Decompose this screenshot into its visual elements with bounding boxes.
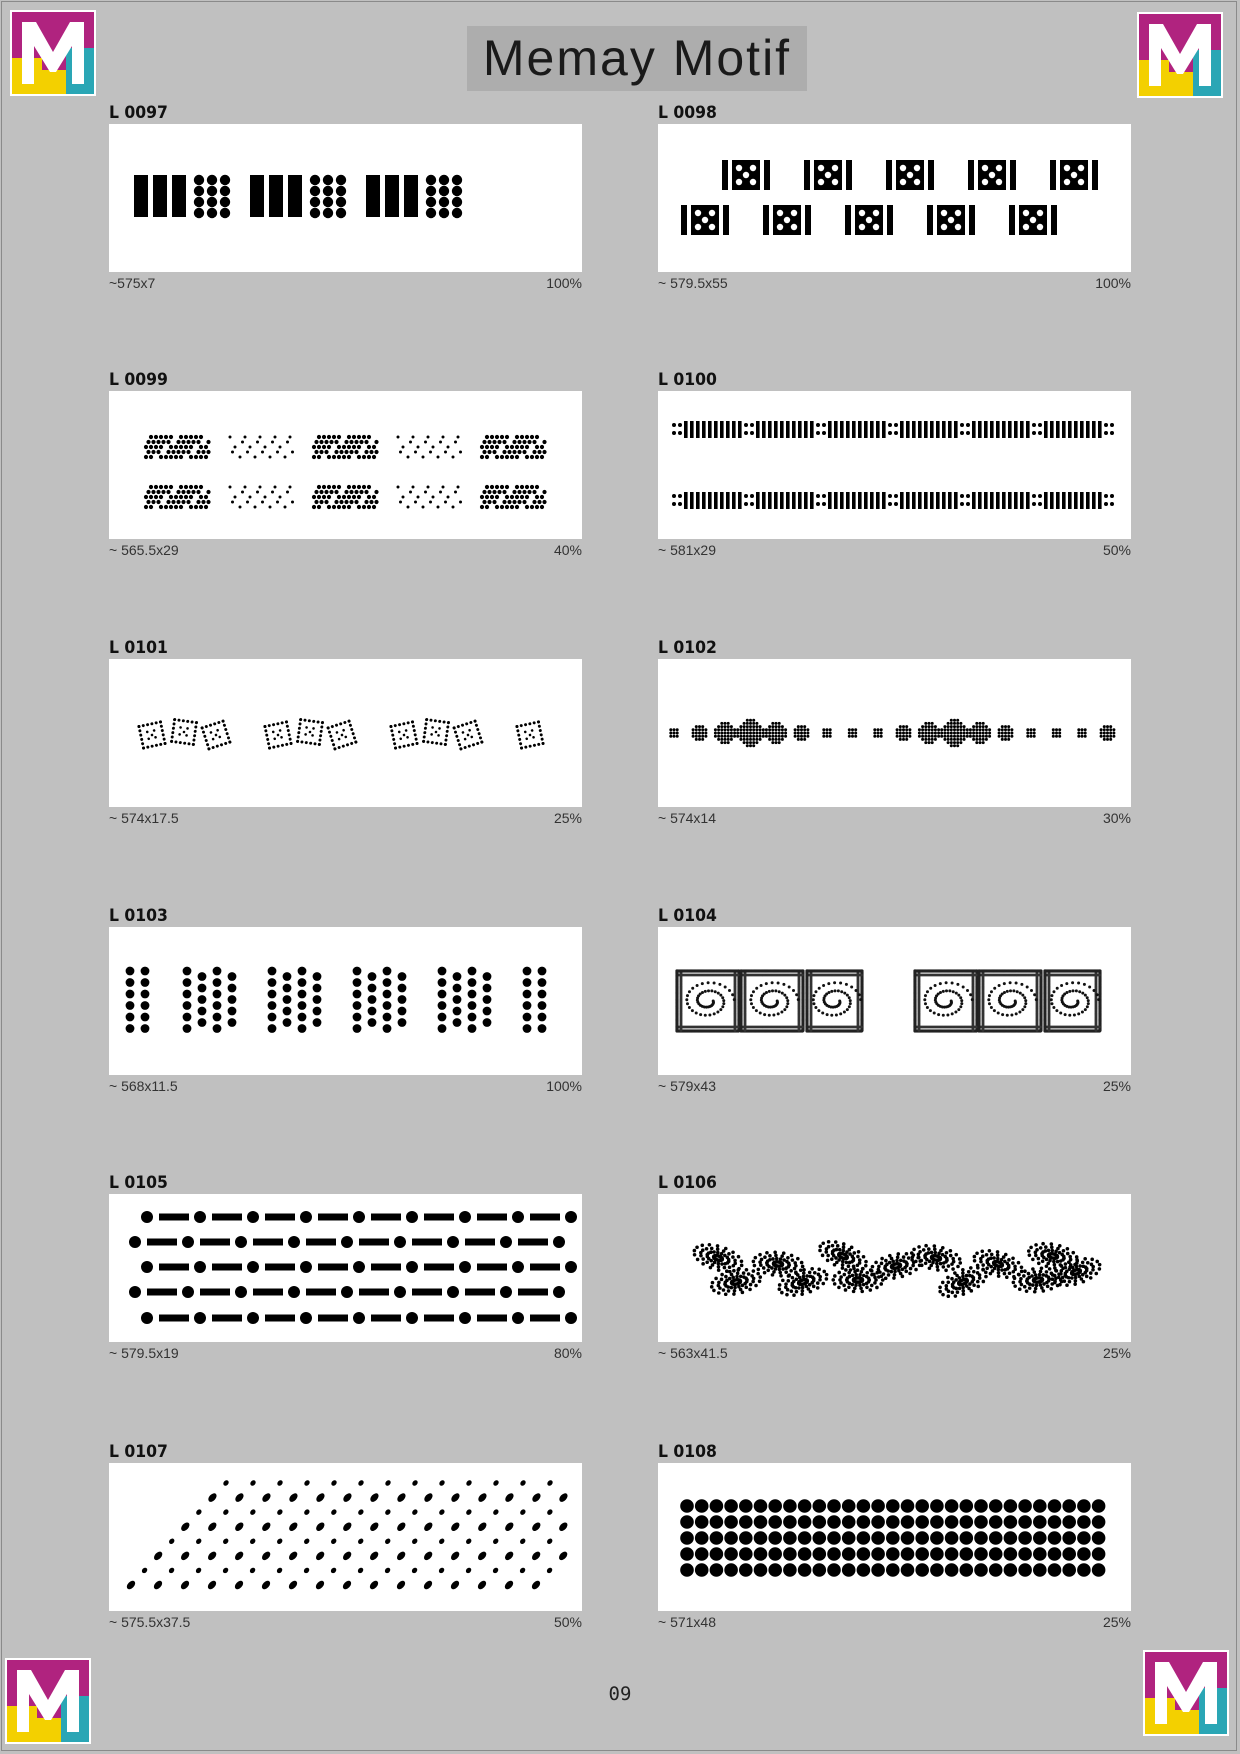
- motif-code: L 0105: [109, 1173, 168, 1193]
- motif-pattern-diagonal-teardrops: [109, 1463, 582, 1611]
- motif-pattern-bars-dots: [109, 124, 582, 272]
- motif-pattern-dash-dot-rows: [109, 1194, 582, 1342]
- motif-dimensions: ~ 574x14: [658, 810, 716, 826]
- motif-scale: 50%: [1102, 542, 1131, 558]
- motif-dimensions: ~ 581x29: [658, 542, 716, 558]
- motif-dimensions: ~ 563x41.5: [658, 1345, 728, 1361]
- motif-pattern-dot-grid-columns: [109, 927, 582, 1075]
- motif-scale: 100%: [546, 1078, 582, 1094]
- motif-code: L 0103: [109, 906, 168, 926]
- motif-code: L 0101: [109, 638, 168, 658]
- motif-scale: 100%: [546, 275, 582, 291]
- motif-pattern-tilted-squares: [109, 659, 582, 807]
- motif-pattern-leaf-clusters: [658, 1194, 1131, 1342]
- motif-dimensions: ~ 565.5x29: [109, 542, 179, 558]
- motif-pattern-domino-blocks: [658, 124, 1131, 272]
- motif-pattern-dense-dot-band: [658, 1463, 1131, 1611]
- motif-dimensions: ~ 575.5x37.5: [109, 1614, 191, 1630]
- motif-code: L 0108: [658, 1442, 717, 1462]
- svg-text:M: M: [1180, 96, 1181, 97]
- motif-pattern-dot-clusters: [109, 391, 582, 539]
- motif-scale: 40%: [553, 542, 582, 558]
- motif-pattern-swirl-frames: [658, 927, 1131, 1075]
- motif-pattern-cross-diamonds: [658, 659, 1131, 807]
- svg-text:M: M: [53, 94, 54, 95]
- motif-code: L 0099: [109, 370, 168, 390]
- motif-code: L 0106: [658, 1173, 717, 1193]
- motif-code: L 0097: [109, 103, 168, 123]
- motif-dimensions: ~575x7: [109, 275, 156, 291]
- motif-dimensions: ~ 574x17.5: [109, 810, 179, 826]
- motif-scale: 25%: [1102, 1078, 1131, 1094]
- motif-pattern-barcode-lines: [658, 391, 1131, 539]
- page-title: Memay Motif: [467, 26, 807, 91]
- motif-code: L 0107: [109, 1442, 168, 1462]
- brand-logo-top-left: [10, 10, 96, 96]
- motif-code: L 0102: [658, 638, 717, 658]
- motif-dimensions: ~ 579.5x55: [658, 275, 728, 291]
- motif-dimensions: ~ 571x48: [658, 1614, 716, 1630]
- motif-dimensions: ~ 579x43: [658, 1078, 716, 1094]
- motif-scale: 25%: [1102, 1345, 1131, 1361]
- motif-code: L 0098: [658, 103, 717, 123]
- motif-scale: 30%: [1102, 810, 1131, 826]
- motif-code: L 0100: [658, 370, 717, 390]
- svg-text:M: M: [1186, 1734, 1187, 1735]
- motif-scale: 25%: [1102, 1614, 1131, 1630]
- motif-scale: 50%: [553, 1614, 582, 1630]
- motif-dimensions: ~ 568x11.5: [109, 1078, 178, 1094]
- motif-code: L 0104: [658, 906, 717, 926]
- motif-scale: 100%: [1095, 275, 1131, 291]
- brand-logo-top-right: [1137, 12, 1223, 98]
- motif-scale: 25%: [553, 810, 582, 826]
- svg-text:M: M: [48, 1742, 49, 1743]
- motif-scale: 80%: [553, 1345, 582, 1361]
- page-number: 09: [608, 1683, 632, 1705]
- motif-dimensions: ~ 579.5x19: [109, 1345, 179, 1361]
